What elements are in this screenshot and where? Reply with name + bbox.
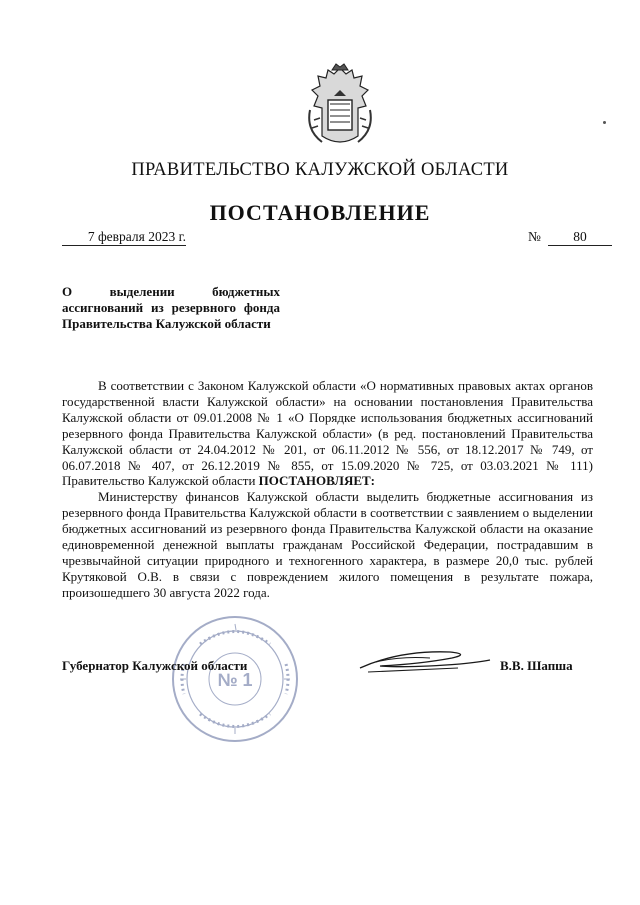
coat-of-arms-icon bbox=[300, 60, 380, 150]
stamp-center-text: № 1 bbox=[217, 670, 253, 690]
document-type-title: ПОСТАНОВЛЕНИЕ bbox=[209, 200, 431, 225]
organization-title: ПРАВИТЕЛЬСТВО КАЛУЖСКОЙ ОБЛАСТИ bbox=[131, 160, 509, 180]
scan-dot bbox=[603, 121, 606, 124]
official-stamp bbox=[170, 614, 300, 744]
document-body bbox=[62, 378, 593, 601]
body-paragraph-2: Министерству финансов Калужской области выделить бюджетные ассигнования из резервного фонда Правительства Калужской области в соответствии с заявлением о выделении бюджетных ассигнований из резервного фонда Правительства Калужской области на оказание единовременной денежной выплаты гражданам Российской Федерации, пострадавшим в чрезвычайной ситуации природного и техногенного характера, в размере 20,0 тыс. рублей Крутяковой О.В. в связи с повреждением жилого помещения в результате пожара, произошедшего 30 августа 2022 года. bbox=[62, 489, 593, 600]
document-subject: О выделении бюджетных ассигнований из резервного фонда Правительства Калужской области bbox=[62, 284, 280, 331]
signer-title: Губернатор Калужской области bbox=[62, 658, 248, 673]
document-number: 80 bbox=[548, 229, 612, 246]
resolution-keyword: ПОСТАНОВЛЯЕТ: bbox=[258, 473, 375, 489]
document-date: 7 февраля 2023 г. bbox=[62, 229, 186, 246]
signer-name: В.В. Шапша bbox=[500, 658, 573, 673]
paragraph-1-text: В соответствии с Законом Калужской области «О нормативных правовых актах органов государственной власти Калужской области» на основании постановления Правительства Калужской области от 09.01.2008 № 1 «О Порядке использования бюджетных ассигнований резервного фонда Правительства Калужской области» (в ред. постановлений Правительства Калужской области от 24.04.2012 № 201, от 06.11.2012 № 556, от 18.12.2017 № 749, от 06.07.2018 № 407, от 26.12.2019 № 855, от 15.09.2020 № 725, от 03.03.2021 № 111) Правительство Калужской области bbox=[62, 378, 593, 489]
body-paragraph-1 bbox=[62, 378, 593, 489]
document-number-label: № bbox=[528, 229, 541, 244]
handwritten-signature bbox=[340, 628, 500, 698]
